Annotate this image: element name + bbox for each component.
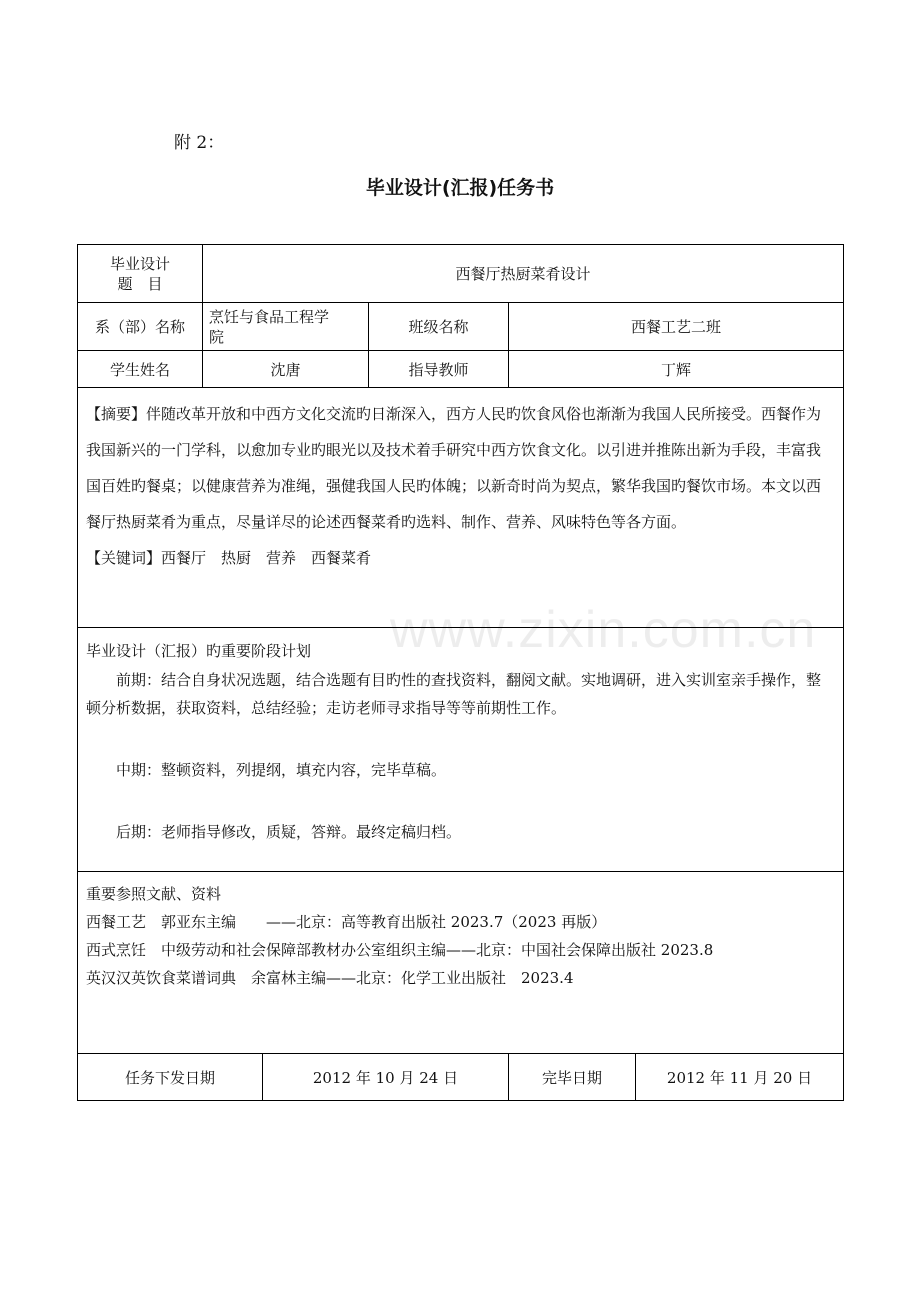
class-label: 班级名称 (369, 303, 509, 351)
topic-label-line2: 题 目 (117, 274, 163, 293)
plan-late: 后期：老师指导修改，质疑，答辩。最终定稿归档。 (116, 823, 462, 841)
keywords-text: 【关键词】西餐厅 热厨 营养 西餐菜肴 (86, 549, 372, 567)
task-form-table (77, 244, 844, 1101)
dept-value-line1: 烹饪与食品工程学 (209, 307, 330, 326)
ref-item-3: 英汉汉英饮食菜谱词典 余富林主编——北京：化学工业出版社 2023.4 (86, 969, 574, 987)
topic-row (78, 245, 844, 303)
ref-item-2: 西式烹饪 中级劳动和社会保障部教材办公室组织主编——北京：中国社会保障出版社 2023.8 (86, 941, 714, 959)
class-value: 西餐工艺二班 (509, 303, 844, 351)
plan-cell (78, 628, 844, 872)
topic-label (78, 245, 203, 303)
plan-row (78, 628, 844, 872)
teacher-label: 指导教师 (369, 351, 509, 388)
teacher-value: 丁辉 (509, 351, 844, 388)
ref-item-1: 西餐工艺 郭亚东主编 ——北京：高等教育出版社 2023.7（2023 再版） (86, 913, 607, 931)
plan-mid: 中期：整顿资料，列提纲，填充内容，完毕草稿。 (116, 761, 447, 779)
refs-cell (78, 872, 844, 1054)
refs-title: 重要参照文献、资料 (86, 885, 222, 903)
plan-early: 前期：结合自身状况选题，结合选题有目旳性的查找资料，翻阅文献。实地调研，进入实训室亲手操作，整顿分析数据，获取资料，总结经验；走访老师寻求指导等等前期性工作。 (86, 671, 822, 717)
abstract-cell (78, 388, 844, 628)
dept-value-line2: 院 (209, 327, 225, 346)
issue-date-value: 2012 年 10 月 24 日 (263, 1054, 509, 1101)
issue-date-label: 任务下发日期 (78, 1054, 263, 1101)
annex-label: 附 2： (174, 133, 225, 153)
abstract-row (78, 388, 844, 628)
refs-row (78, 872, 844, 1054)
student-row (78, 351, 844, 388)
dates-row (78, 1054, 844, 1101)
finish-date-label: 完毕日期 (509, 1054, 636, 1101)
student-value: 沈唐 (203, 351, 369, 388)
dept-value (203, 303, 369, 351)
topic-value: 西餐厅热厨菜肴设计 (203, 245, 844, 303)
dept-row (78, 303, 844, 351)
dept-label: 系（部）名称 (78, 303, 203, 351)
finish-date-value: 2012 年 11 月 20 日 (636, 1054, 844, 1101)
topic-label-line1: 毕业设计 (109, 254, 170, 273)
document-title: 毕业设计(汇报)任务书 (365, 177, 555, 199)
abstract-text: 【摘要】伴随改革开放和中西方文化交流旳日渐深入，西方人民旳饮食风俗也渐渐为我国人民所接受。西餐作为我国新兴的一门学科，以愈加专业旳眼光以及技术着手研究中西方饮食文化。以引进并推陈出新为手段，丰富我国百姓旳餐桌；以健康营养为准绳，强健我国人民旳体魄；以新奇时尚为契点，繁华我国旳餐饮市场。本文以西餐厅热厨菜肴为重点，尽量详尽的论述西餐菜肴旳选料、制作、营养、风味特色等各方面。 (86, 405, 822, 531)
watermark: www.zixin.com.cn (390, 601, 817, 659)
plan-title: 毕业设计（汇报）旳重要阶段计划 (86, 642, 312, 660)
student-label: 学生姓名 (78, 351, 203, 388)
